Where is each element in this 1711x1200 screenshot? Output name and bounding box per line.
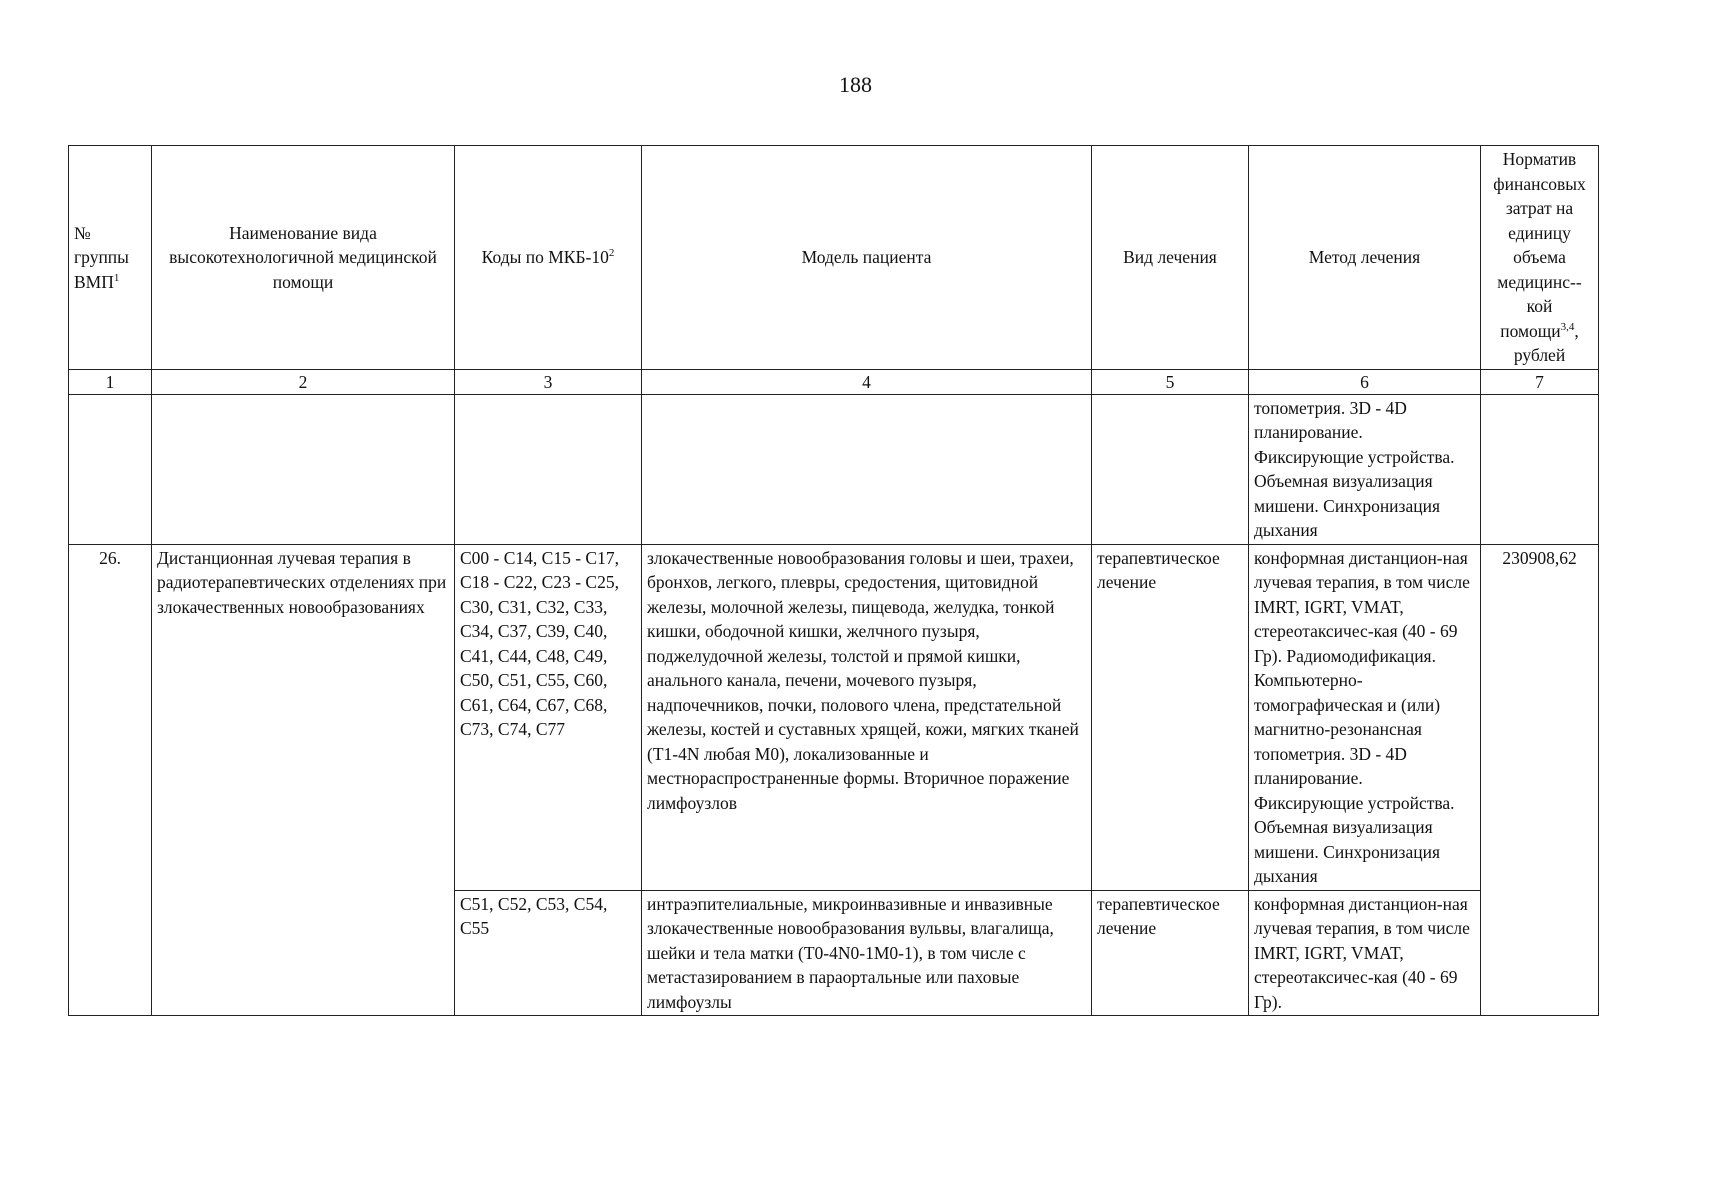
cell-treatment-kind: [1092, 394, 1249, 544]
cell-treatment-kind: терапевтическое лечение: [1092, 544, 1249, 890]
cell-care-type: Дистанционная лучевая терапия в радиотерапевтических отделениях при злокачественных новообразованиях: [152, 544, 455, 1016]
column-number-row: [69, 369, 1599, 394]
header-treatment-method: Метод лечения: [1249, 146, 1481, 370]
cell-patient-model: злокачественные новообразования головы и шеи, трахеи, бронхов, легкого, плевры, средостения, щитовидной железы, молочной железы, пищевода, желудка, тонкой кишки, ободочной кишки, желчного пузыря, поджелудочной железы, толстой и прямой кишки, анального канала, печени, мочевого пузыря, надпочечников, почки, полового члена, предстательной железы, костей и суставных хрящей, кожи, мягких тканей (T1-4N любая M0), локализованные и местнораспространенные формы. Вторичное поражение лимфоузлов: [642, 544, 1092, 890]
cell-cost-norm: [1481, 394, 1599, 544]
column-number: 6: [1249, 369, 1481, 394]
cell-care-type: [152, 394, 455, 544]
cell-icd-codes: C00 - C14, C15 - C17, C18 - C22, C23 - C25, C30, C31, C32, C33, C34, C37, C39, C40, C41, C44, C48, C49, C50, C51, C55, C60, C61, C64, C67, C68, C73, C74, C77: [455, 544, 642, 890]
cell-icd-codes: C51, C52, C53, C54, C55: [455, 890, 642, 1016]
header-icd-codes: Коды по МКБ-$10^2$: [455, 146, 642, 370]
column-number: 4: [642, 369, 1092, 394]
cell-patient-model: [642, 394, 1092, 544]
cell-patient-model: интраэпителиальные, микроинвазивные и инвазивные злокачественные новообразования вульвы, влагалища, шейки и тела матки (T0-4N0-1M0-1), в том числе с метастазированием в параортальные или паховые лимфоузлы: [642, 890, 1092, 1016]
cell-cost-norm: 230908,62: [1481, 544, 1599, 1016]
cell-treatment-method: конформная дистанцион-ная лучевая терапия, в том числе IMRT, IGRT, VMAT, стереотаксичес-кая (40 - 69 Гр). Радиомодификация. Компьютерно-томографическая и (или) магнитно-резонансная топометрия. 3D - 4D планирование. Фиксирующие устройства. Объемная визуализация мишени. Синхронизация дыхания: [1249, 544, 1481, 890]
cell-group-number: [69, 394, 152, 544]
header-group-number: № группы ВМП$^1$: [69, 146, 152, 370]
header-patient-model: Модель пациента: [642, 146, 1092, 370]
header-treatment-kind: Вид лечения: [1092, 146, 1249, 370]
header-care-type: Наименование вида высокотехнологичной медицинской помощи: [152, 146, 455, 370]
cell-treatment-method: конформная дистанцион-ная лучевая терапия, в том числе IMRT, IGRT, VMAT, стереотаксичес-кая (40 - 69 Гр).: [1249, 890, 1481, 1016]
cell-group-number: 26.: [69, 544, 152, 1016]
column-number: 3: [455, 369, 642, 394]
table-header-row: [69, 146, 1599, 370]
column-number: 2: [152, 369, 455, 394]
table-row: [69, 544, 1599, 890]
vmp-table: [68, 145, 1599, 1016]
column-number: 5: [1092, 369, 1249, 394]
cell-treatment-method: топометрия. 3D - 4D планирование. Фиксирующие устройства. Объемная визуализация мишени. Синхронизация дыхания: [1249, 394, 1481, 544]
column-number: 1: [69, 369, 152, 394]
header-cost-norm: Норматив финансовых затрат на единицу объема медицинс--кой помощи$^{3,4}$, рублей: [1481, 146, 1599, 370]
page-number: 188: [839, 72, 872, 97]
column-number: 7: [1481, 369, 1599, 394]
cell-treatment-kind: терапевтическое лечение: [1092, 890, 1249, 1016]
cell-icd-codes: [455, 394, 642, 544]
table-row: [69, 394, 1599, 544]
